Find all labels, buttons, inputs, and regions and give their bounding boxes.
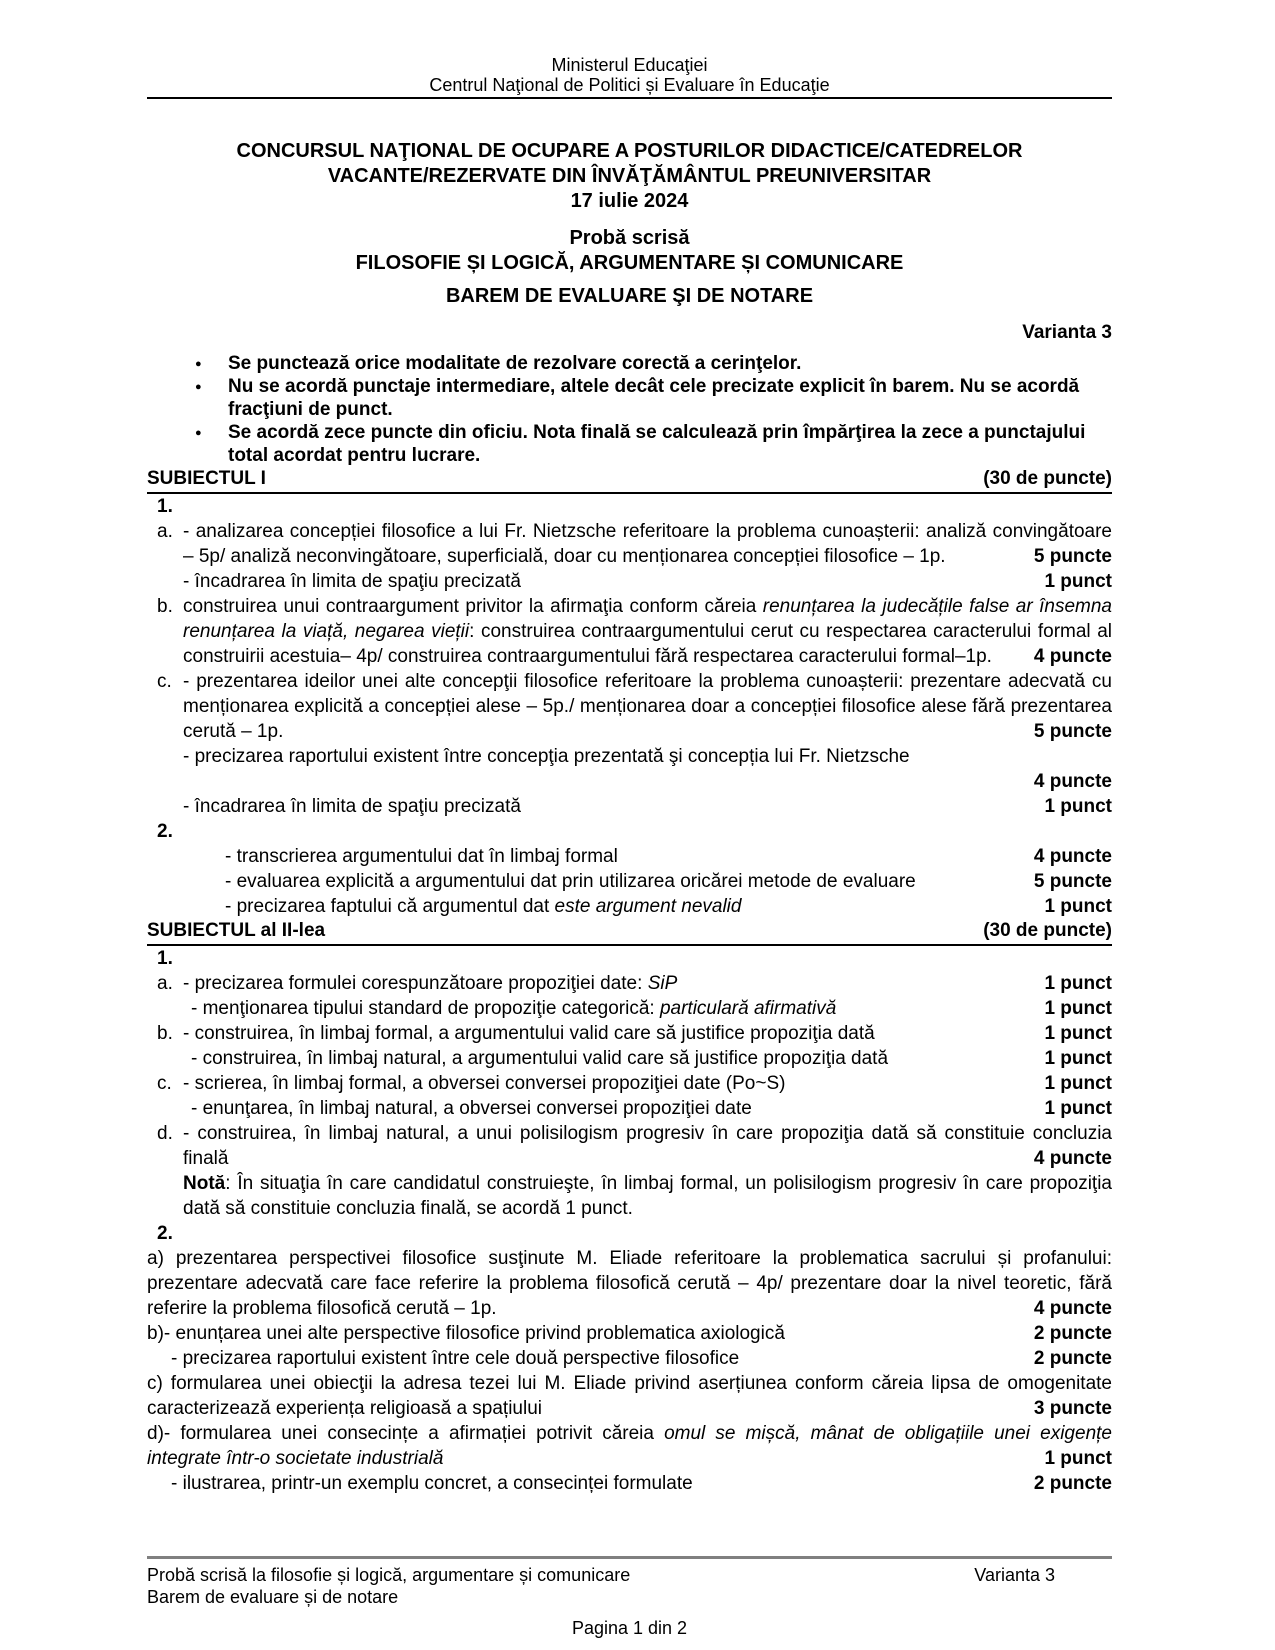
item-text <box>191 996 836 1021</box>
rubric-item-s2-2b <box>147 1321 1112 1346</box>
section2-title: SUBIECTUL al II-lea <box>147 920 326 941</box>
note-item <box>147 375 1112 421</box>
rubric-item-s2-2d <box>147 1421 1112 1471</box>
rubric-item-s2-1c-sub <box>147 1096 1112 1121</box>
points-value: 1 punct <box>1044 896 1112 917</box>
document-header <box>147 55 1112 95</box>
item-text: - construirea, în limbaj natural, a argumentului valid care să justifice propoziţia dată <box>191 1048 889 1069</box>
footer-row <box>147 1564 1112 1586</box>
variant-label: Varianta 3 <box>1022 322 1112 343</box>
points-value: 1 punct <box>1044 1048 1112 1069</box>
item-text: - analizarea concepției filosofice a lui Fr. Nietzsche referitoare la problema cunoașterii: analiză convingătoare – 5p/ analiză neconvingătoare, superficială, doar cu menționarea concepției filosofice – 1p. <box>183 521 1112 567</box>
points-value: 4 puncte <box>1033 771 1112 792</box>
footer-divider <box>147 1556 1112 1559</box>
item-text-italic: SiP <box>647 973 678 994</box>
rubric-item-s2-2c <box>147 1371 1112 1421</box>
item-text-italic: omul se mișcă, mânat de obligațiile unei exigențe integrate într-o societate industrială <box>147 1423 1112 1469</box>
item-text-italic: este argument nevalid <box>554 896 742 917</box>
rubric-item-s1-1a <box>147 519 1112 569</box>
item-number-1: 1. <box>157 496 173 517</box>
rubric-item-s1-1b <box>147 594 1112 669</box>
bullet-icon: ● <box>195 381 202 393</box>
rubric-note <box>147 1171 1112 1221</box>
center-name: Centrul Naţional de Politici și Evaluare în Educaţie <box>429 75 830 95</box>
bullet-icon: ● <box>195 427 202 439</box>
note-text: Se acordă zece puncte din oficiu. Nota finală se calculează prin împărţirea la zece a punctajului total acordat pentru lucrare. <box>228 422 1086 466</box>
footer-variant: Varianta 3 <box>974 1565 1055 1585</box>
item-label: c. <box>157 671 172 692</box>
spacer <box>147 276 1112 284</box>
item-number-2: 2. <box>157 821 173 842</box>
discipline-title: FILOSOFIE ȘI LOGICĂ, ARGUMENTARE ȘI COMUNICARE <box>355 252 904 274</box>
document-type: BAREM DE EVALUARE ŞI DE NOTARE <box>445 285 814 307</box>
rubric-item-s2-1a <box>147 971 1112 996</box>
item-text: - precizarea raportului existent între concepţia prezentată şi concepția lui Fr. Nietzsche <box>183 746 910 767</box>
page-number: Pagina 1 din 2 <box>571 1618 688 1638</box>
rubric-item-s1-2c <box>147 894 1112 919</box>
exam-date: 17 iulie 2024 <box>570 190 689 212</box>
section1-title: SUBIECTUL I <box>147 468 266 489</box>
item-text: b)- enunțarea unei alte perspective filosofice privind problematica axiologică <box>147 1323 785 1344</box>
points-value: 1 punct <box>1044 1073 1112 1094</box>
item-text <box>225 894 741 919</box>
item-text: - încadrarea în limita de spaţiu precizată <box>183 571 521 592</box>
item-text-italic: particulară afirmativă <box>659 998 837 1019</box>
spacer <box>147 214 1112 226</box>
contest-title-line1: CONCURSUL NAŢIONAL DE OCUPARE A POSTURILOR DIDACTICE/CATEDRELOR <box>236 140 1023 162</box>
item-text: - scrierea, în limbaj formal, a obversei conversei propoziţiei date (Po~S) <box>183 1073 786 1094</box>
bullet-icon: ● <box>195 358 202 370</box>
footer-doc-type: Barem de evaluare și de notare <box>147 1587 399 1607</box>
item-label: a. <box>157 973 173 994</box>
note-text: Nu se acordă punctaje intermediare, altele decât cele precizate explicit în barem. Nu se acordă fracţiuni de punct. <box>228 376 1080 420</box>
section2-heading <box>147 919 1112 946</box>
rubric-item-s2-2b-sub <box>147 1346 1112 1371</box>
points-value: 5 puncte <box>1033 546 1112 567</box>
rubric-item-s2-1c <box>147 1071 1112 1096</box>
item-text: - ilustrarea, printr-un exemplu concret, a consecinței formulate <box>171 1473 693 1494</box>
note-item <box>147 421 1112 467</box>
item-text: - precizarea formulei corespunzătoare propoziţiei date: <box>183 973 648 994</box>
note-label: Notă <box>183 1173 226 1194</box>
rubric-item-s1-1c <box>147 669 1112 744</box>
rubric-item-s2-2a <box>147 1246 1112 1321</box>
points-value: 5 puncte <box>1033 871 1112 892</box>
points-value: 1 punct <box>1044 1448 1112 1469</box>
points-value: 3 puncte <box>1033 1398 1112 1419</box>
item-text: - precizarea faptului că argumentul dat <box>225 896 555 917</box>
note-body: : În situaţia în care candidatul construieşte, în limbaj formal, un polisilogism progresiv în care propoziţia dată să constituie concluzia finală, se acordă 1 punct. <box>183 1173 1112 1219</box>
points-value: 5 puncte <box>1033 721 1112 742</box>
points-value: 1 punct <box>1044 973 1112 994</box>
note-text: Se punctează orice modalitate de rezolvare corectă a cerinţelor. <box>228 353 802 374</box>
item-text: - evaluarea explicită a argumentului dat prin utilizarea oricărei metode de evaluare <box>225 871 916 892</box>
title-block <box>147 139 1112 309</box>
item-text: - încadrarea în limita de spaţiu precizată <box>183 796 521 817</box>
points-value: 4 puncte <box>1033 646 1112 667</box>
points-line <box>147 769 1112 794</box>
rubric-item-s2-1b <box>147 1021 1112 1046</box>
points-value: 2 puncte <box>1033 1473 1112 1494</box>
item-text: construirea unui contraargument privitor la afirmaţia conform căreia <box>183 596 763 617</box>
item-label: a. <box>157 521 173 542</box>
rubric-item-s2-1b-sub <box>147 1046 1112 1071</box>
item-number-1: 1. <box>157 948 173 969</box>
section1-points: (30 de puncte) <box>983 468 1112 489</box>
item-label: b. <box>157 596 173 617</box>
exam-type: Probă scrisă <box>569 227 690 249</box>
ministry-name: Ministerul Educaţiei <box>551 55 708 75</box>
rubric-item-s1-1c-sub2 <box>147 794 1112 819</box>
item-label: c. <box>157 1073 172 1094</box>
header-divider <box>147 97 1112 99</box>
rubric-item-s2-1a-sub <box>147 996 1112 1021</box>
rubric-item-s1-1a-sub <box>147 569 1112 594</box>
item-text: - prezentarea ideilor unei alte concepţii filosofice referitoare la problema cunoașterii: prezentare adecvată cu menționarea explicită a concepției alese – 5p./ menționarea doar a concepției filosofice alese fără prezentarea cerută – 1p. <box>183 671 1112 742</box>
item-text: - precizarea raportului existent între cele două perspective filosofice <box>171 1348 740 1369</box>
points-value: 4 puncte <box>1033 1148 1112 1169</box>
item-text: - transcrierea argumentului dat în limbaj formal <box>225 846 618 867</box>
item-label: b. <box>157 1023 173 1044</box>
item-text <box>183 971 677 996</box>
rubric-item-s1-1c-sub1 <box>147 744 1112 769</box>
page-footer <box>147 1556 1112 1639</box>
note-item <box>147 352 1112 375</box>
rubric-item-s1-2a <box>147 844 1112 869</box>
footer-exam-title: Probă scrisă la filosofie și logică, argumentare și comunicare <box>147 1565 631 1585</box>
general-notes <box>147 352 1112 467</box>
item-text: - construirea, în limbaj natural, a unui polisilogism progresiv în care propoziţia dată să constituie concluzia finală <box>183 1123 1112 1169</box>
points-value: 2 puncte <box>1033 1323 1112 1344</box>
item-text: : construirea contraargumentului cerut cu respectarea caracterului formal al construirii acestuia– 4p/ construirea contraargumentului fără respectarea caracterului formal–1p. <box>183 621 1112 667</box>
section1-heading <box>147 467 1112 494</box>
points-value: 2 puncte <box>1033 1348 1112 1369</box>
points-value: 1 punct <box>1044 571 1112 592</box>
item-text-italic: renunțarea la judecățile false ar însemna renunțarea la viață, negarea vieții <box>183 596 1112 642</box>
rubric-item-s1-2b <box>147 869 1112 894</box>
rubric-item-s2-2d-sub <box>147 1471 1112 1496</box>
rubric-item-s2-1d <box>147 1121 1112 1171</box>
item-label: d. <box>157 1123 173 1144</box>
section2-points: (30 de puncte) <box>983 920 1112 941</box>
item-text: - enunţarea, în limbaj natural, a obversei conversei propoziţiei date <box>191 1098 752 1119</box>
points-value: 1 punct <box>1044 998 1112 1019</box>
points-value: 4 puncte <box>1033 1298 1112 1319</box>
item-text: - menţionarea tipului standard de propoziţie categorică: <box>191 998 660 1019</box>
points-value: 1 punct <box>1044 1023 1112 1044</box>
contest-title-line2: VACANTE/REZERVATE DIN ÎNVĂŢĂMÂNTUL PREUNIVERSITAR <box>327 165 932 187</box>
points-value: 1 punct <box>1044 1098 1112 1119</box>
points-value: 4 puncte <box>1033 846 1112 867</box>
item-text: d)- formularea unei consecințe a afirmației potrivit căreia <box>147 1423 665 1444</box>
item-text: c) formularea unei obiecţii la adresa tezei lui M. Eliade privind aserțiunea conform căreia lipsa de omogenitate caracterizează experiența religioasă a spațiului <box>147 1373 1112 1419</box>
item-number-2: 2. <box>157 1223 173 1244</box>
item-text: - construirea, în limbaj formal, a argumentului valid care să justifice propoziţia dată <box>183 1023 875 1044</box>
points-value: 1 punct <box>1044 796 1112 817</box>
item-text: a) prezentarea perspectivei filosofice susţinute M. Eliade referitoare la problematica sacrului și profanului: prezentare adecvată care face referire la problema filosofică cerută – 4p/ prezentare doar la nivel teoretic, fără referire la problema filosofică cerută – 1p. <box>147 1248 1112 1319</box>
